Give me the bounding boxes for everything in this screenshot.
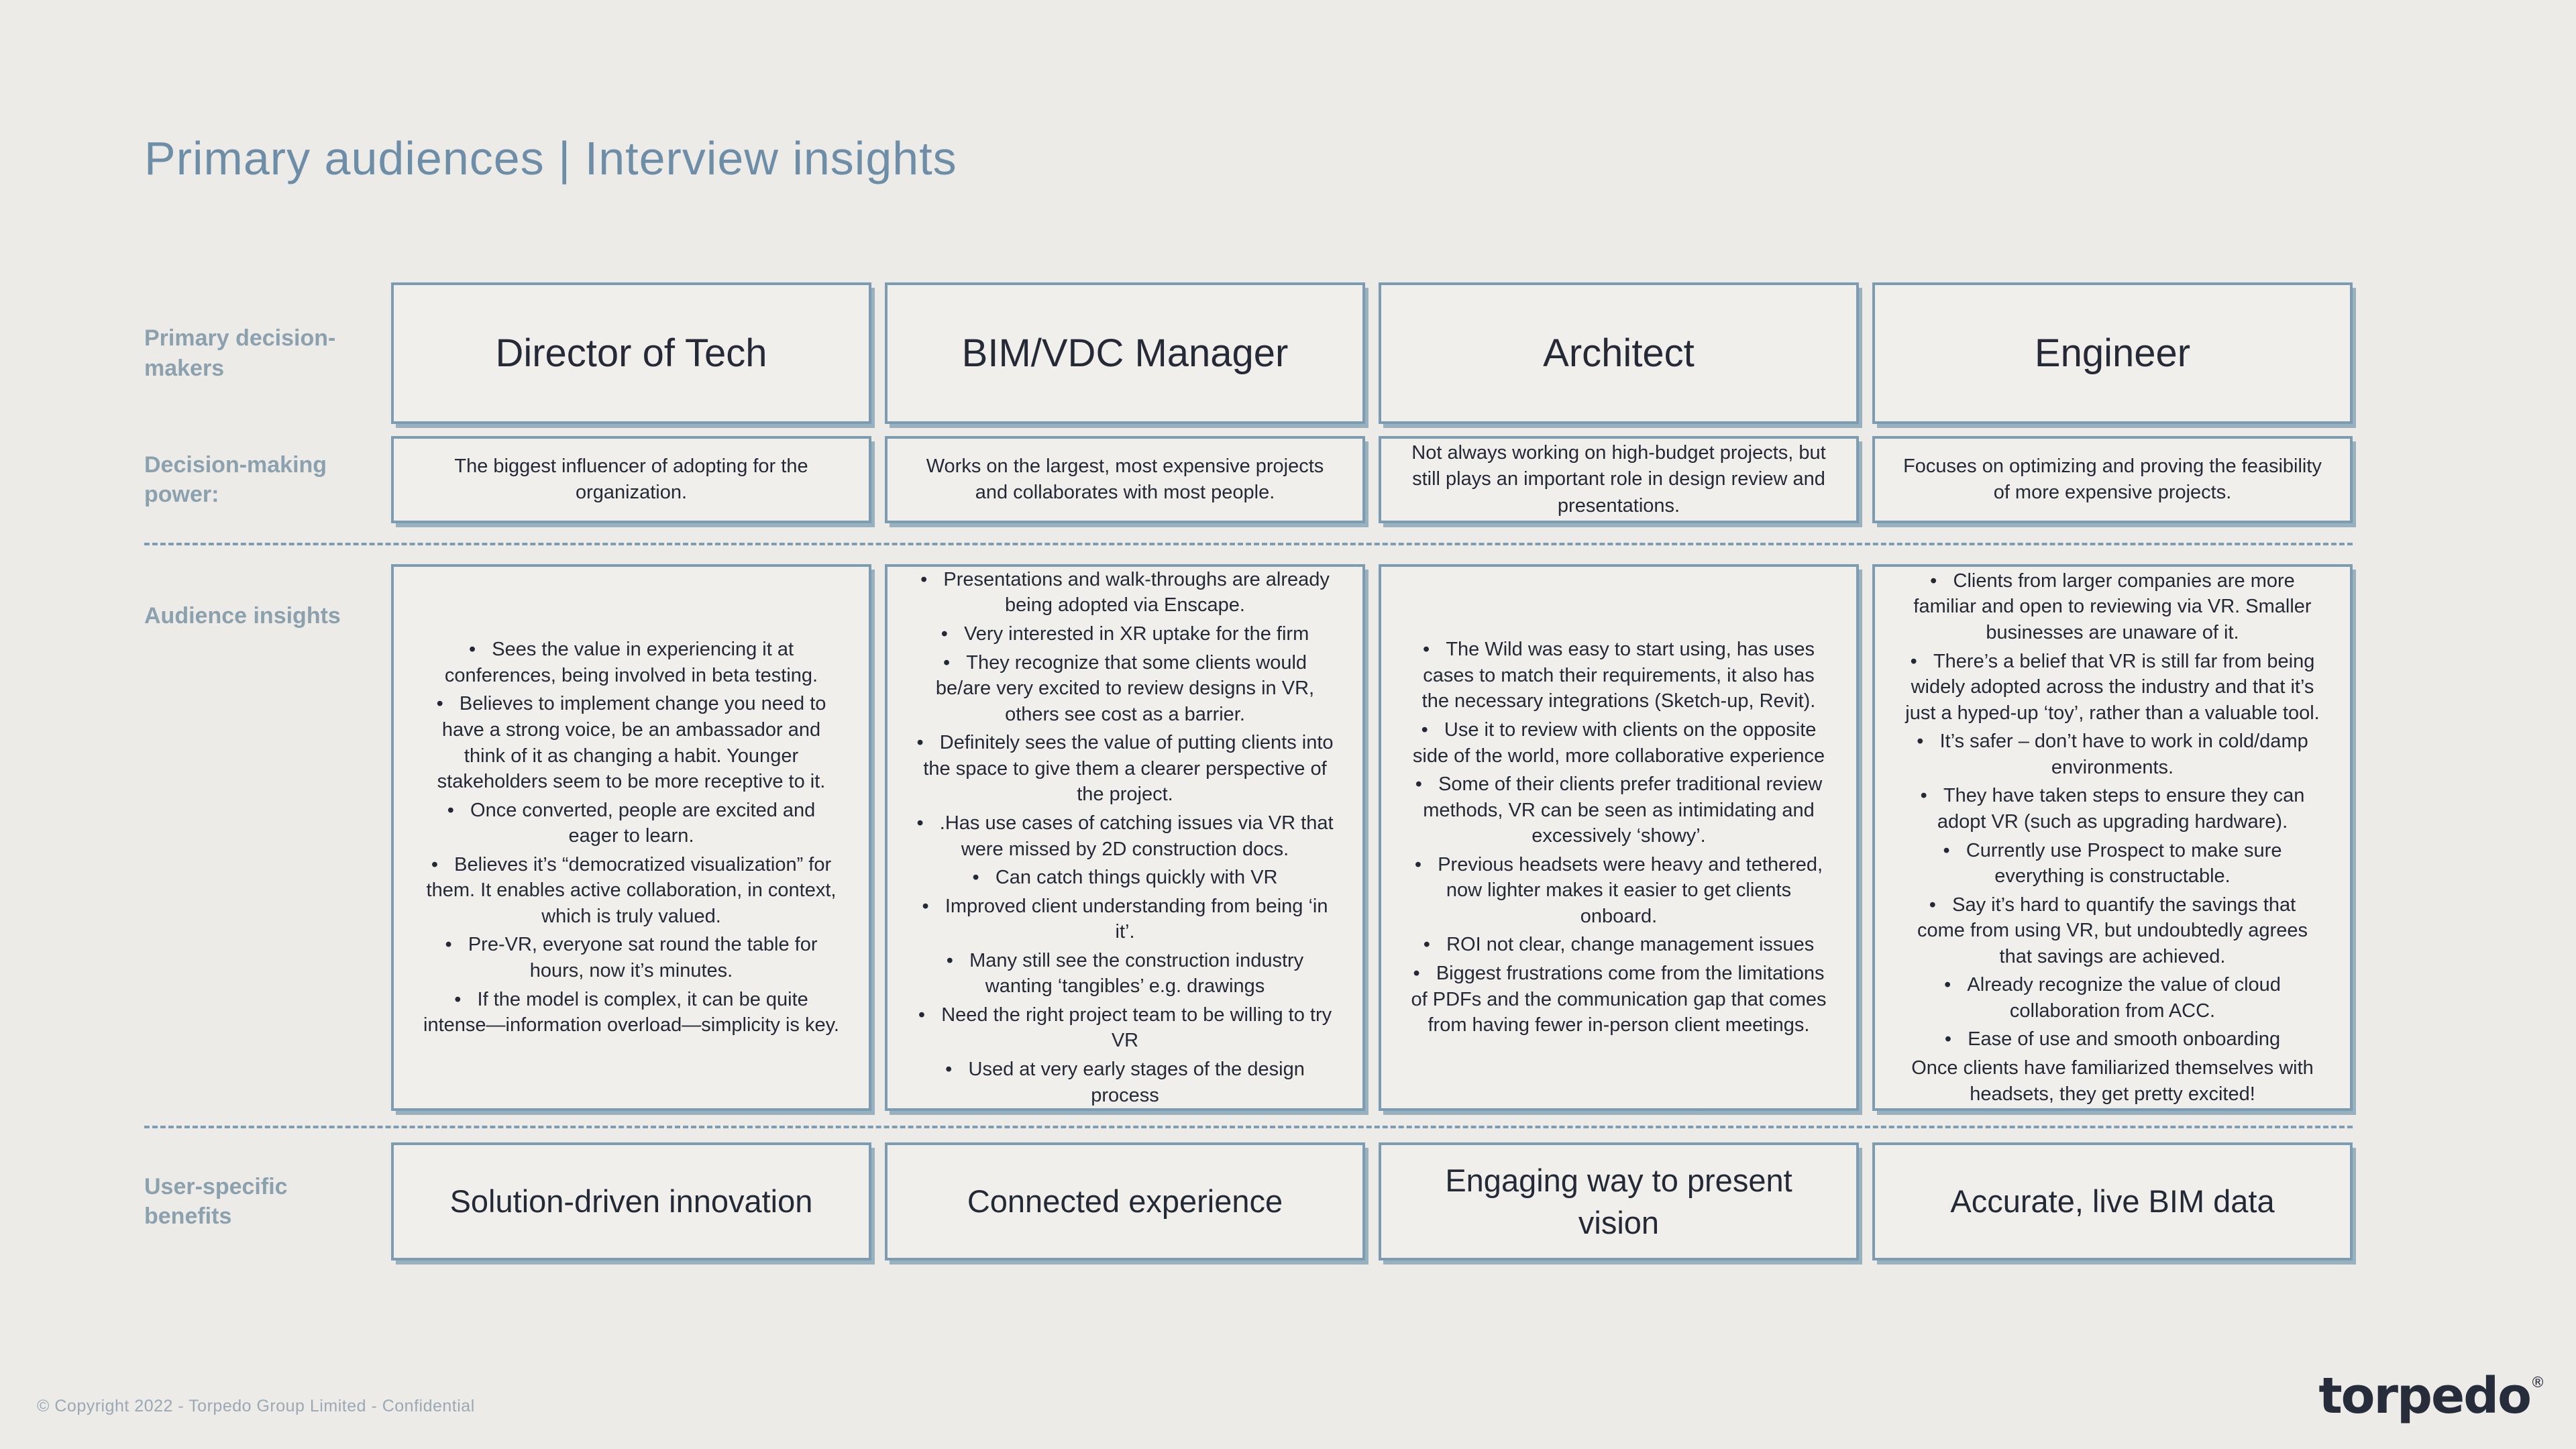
insight-item: Once clients have familiarized themselves with headsets, they get pretty excited! — [1911, 1057, 2314, 1105]
header-architect: Architect — [1379, 282, 1859, 424]
insight-item: • Use it to review with clients on the opposite side of the world, more collaborative experience — [1409, 717, 1828, 769]
insight-item: • Very interested in XR uptake for the firm — [941, 621, 1309, 647]
insight-item: • Previous headsets were heavy and tethered, now lighter makes it easier to get clients onboard. — [1409, 852, 1828, 930]
insight-item: • Believes it’s “democratized visualization” for them. It enables active collaboration, in context, which is truly valued. — [422, 852, 841, 930]
insights-director-of-tech — [391, 564, 871, 1111]
row-label-decision-makers: Primary decision-makers — [144, 325, 336, 381]
insights-engineer — [1872, 564, 2353, 1111]
torpedo-logo — [2318, 1367, 2545, 1425]
insight-item: • Need the right project team to be willing to try VR — [916, 1002, 1334, 1054]
insight-item: • Believes to implement change you need to have a strong voice, be an ambassador and think of it as changing a habit. Younger stakeholders seem to be more receptive to it. — [422, 691, 841, 794]
insight-item: • Sees the value in experiencing it at conferences, being involved in beta testing. — [422, 637, 841, 688]
insight-item: • Clients from larger companies are more familiar and open to reviewing via VR. Smaller businesses are unaware of it. — [1903, 568, 2322, 646]
insight-item: • Presentations and walk-throughs are already being adopted via Enscape. — [916, 567, 1334, 619]
insight-item: • There’s a belief that VR is still far from being widely adopted across the industry and that it’s just a hyped-up ‘toy’, rather than a valuable tool. — [1903, 649, 2322, 727]
insight-item: • Improved client understanding from being ‘in it’. — [916, 894, 1334, 945]
dashed-divider-top — [144, 543, 2353, 545]
copyright-footer: © Copyright 2022 - Torpedo Group Limited - Confidential — [37, 1397, 475, 1415]
insight-item: • Already recognize the value of cloud collaboration from ACC. — [1903, 972, 2322, 1024]
insight-item: • ROI not clear, change management issues — [1424, 932, 1814, 958]
benefit-director-of-tech: Solution-driven innovation — [391, 1142, 871, 1260]
row-label-audience-insights: Audience insights — [144, 603, 341, 629]
power-architect: Not always working on high-budget projects, but still plays an important role in design review and presentations. — [1379, 436, 1859, 523]
logo-wordmark: torpedo — [2318, 1367, 2530, 1425]
power-engineer: Focuses on optimizing and proving the feasibility of more expensive projects. — [1872, 436, 2353, 523]
insight-item: • The Wild was easy to start using, has uses cases to match their requirements, it also has the necessary integrations (Sketch-up, Revit). — [1409, 637, 1828, 714]
insight-item: • Biggest frustrations come from the limitations of PDFs and the communication gap that comes from having fewer in-person client meetings. — [1409, 961, 1828, 1038]
audience-matrix — [144, 282, 2353, 1260]
insight-item: • It’s safer – don’t have to work in cold/damp environments. — [1903, 729, 2322, 780]
insight-item: • Once converted, people are excited and eager to learn. — [422, 798, 841, 849]
insights-bim-vdc-manager — [885, 564, 1365, 1111]
power-bim-vdc-manager: Works on the largest, most expensive projects and collaborates with most people. — [885, 436, 1365, 523]
insight-item: • Say it’s hard to quantify the savings that come from using VR, but undoubtedly agrees that savings are achieved. — [1903, 892, 2322, 970]
header-director-of-tech: Director of Tech — [391, 282, 871, 424]
insight-item: • .Has use cases of catching issues via VR that were missed by 2D construction docs. — [916, 810, 1334, 862]
insight-item: • Used at very early stages of the design process — [916, 1057, 1334, 1108]
insight-item: • Pre-VR, everyone sat round the table for hours, now it’s minutes. — [422, 932, 841, 983]
insight-item: • If the model is complex, it can be quite intense—information overload—simplicity is key. — [422, 987, 841, 1038]
insight-item: • They have taken steps to ensure they can adopt VR (such as upgrading hardware). — [1903, 783, 2322, 835]
insight-item: • They recognize that some clients would be/are very excited to review designs in VR, others see cost as a barrier. — [916, 650, 1334, 728]
insights-architect — [1379, 564, 1859, 1111]
power-director-of-tech: The biggest influencer of adopting for the organization. — [391, 436, 871, 523]
header-bim-vdc-manager: BIM/VDC Manager — [885, 282, 1365, 424]
insight-item: • Some of their clients prefer traditional review methods, VR can be seen as intimidating and excessively ‘showy’. — [1409, 771, 1828, 849]
benefit-engineer: Accurate, live BIM data — [1872, 1142, 2353, 1260]
header-engineer: Engineer — [1872, 282, 2353, 424]
insight-item: • Ease of use and smooth onboarding — [1945, 1026, 2280, 1053]
benefit-architect: Engaging way to present vision — [1379, 1142, 1859, 1260]
insight-item: • Many still see the construction industry wanting ‘tangibles’ e.g. drawings — [916, 948, 1334, 1000]
row-label-decision-power: Decision-making power: — [144, 451, 327, 507]
row-label-benefits: User-specific benefits — [144, 1173, 288, 1229]
insight-item: • Can catch things quickly with VR — [972, 865, 1277, 891]
insight-item: • Definitely sees the value of putting clients into the space to give them a clearer perspective of the project. — [916, 730, 1334, 808]
dashed-divider-bottom — [144, 1126, 2353, 1128]
insight-item: • Currently use Prospect to make sure everything is constructable. — [1903, 838, 2322, 890]
benefit-bim-vdc-manager: Connected experience — [885, 1142, 1365, 1260]
page-title: Primary audiences | Interview insights — [144, 132, 957, 184]
registered-trademark-icon: ® — [2530, 1375, 2545, 1391]
